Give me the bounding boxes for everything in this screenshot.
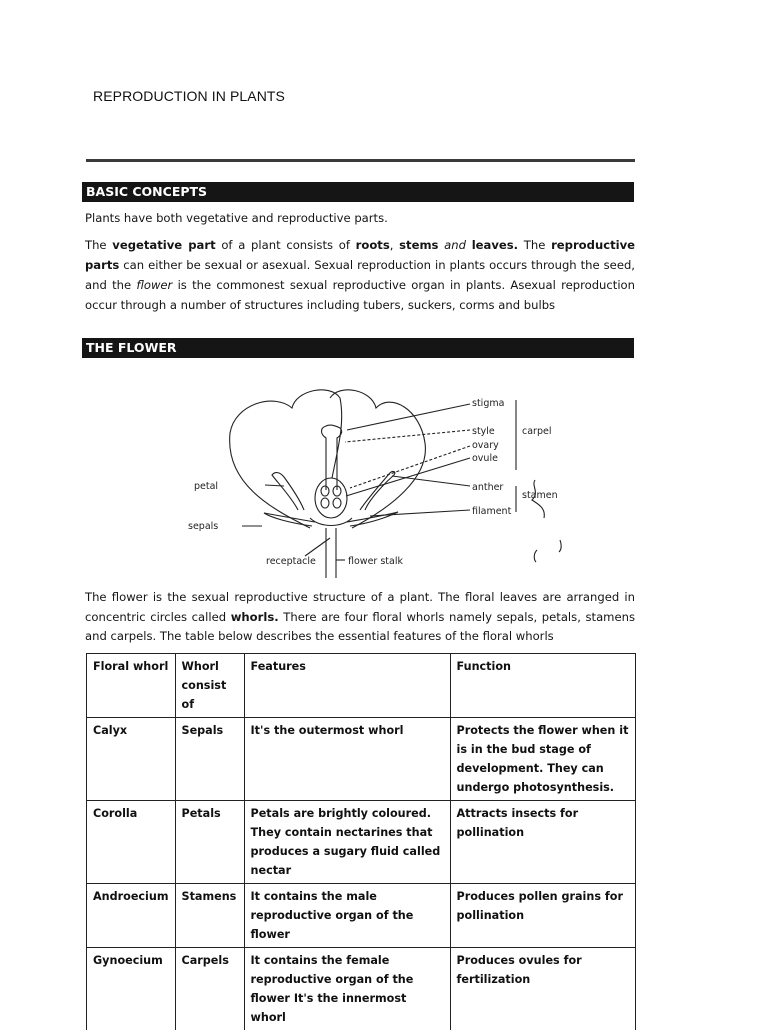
cell-function: Produces ovules for fertilization xyxy=(450,948,635,1030)
cell-features: Petals are brightly coloured. They contain nectarines that produces a sugary fluid called nectar xyxy=(244,801,450,884)
section-heading-basic-concepts: BASIC CONCEPTS xyxy=(82,182,634,202)
floral-whorls-table xyxy=(86,653,636,1030)
right-petal-outline xyxy=(330,390,425,528)
label-filament: filament xyxy=(472,506,512,517)
horizontal-rule xyxy=(86,159,635,162)
receptacle-shape xyxy=(310,518,352,526)
cell-whorl: Gynoecium xyxy=(87,948,176,1030)
page-title: REPRODUCTION IN PLANTS xyxy=(93,88,285,104)
cell-features: It's the outermost whorl xyxy=(244,718,450,801)
cell-consist: Carpels xyxy=(175,948,244,1030)
cell-whorl: Androecium xyxy=(87,884,176,948)
table-row xyxy=(87,718,636,801)
intro-paragraph: Plants have both vegetative and reproductive parts. xyxy=(85,211,635,225)
section-heading-the-flower: THE FLOWER xyxy=(82,338,634,358)
flower-stalk-shape xyxy=(326,528,336,578)
left-sepal xyxy=(264,513,315,526)
header-floral-whorl: Floral whorl xyxy=(87,654,176,718)
cell-features: It contains the female reproductive organ of the flower It's the innermost whorl xyxy=(244,948,450,1030)
header-features: Features xyxy=(244,654,450,718)
right-sepal xyxy=(347,512,398,526)
cell-function: Attracts insects for pollination xyxy=(450,801,635,884)
left-petal-outline xyxy=(230,390,342,528)
label-stigma: stigma xyxy=(472,398,504,409)
cell-function: Produces pollen grains for pollination xyxy=(450,884,635,948)
label-ovary: ovary xyxy=(472,440,499,451)
label-style: style xyxy=(472,426,495,437)
label-flower-stalk: flower stalk xyxy=(348,556,403,567)
cell-consist: Petals xyxy=(175,801,244,884)
cell-consist: Stamens xyxy=(175,884,244,948)
cell-function: Protects the flower when it is in the bud stage of development. They can undergo photosynthesis. xyxy=(450,718,635,801)
label-ovule: ovule xyxy=(472,453,498,464)
left-stamen xyxy=(272,473,304,510)
table-row xyxy=(87,884,636,948)
label-sepals: sepals xyxy=(188,521,218,532)
label-carpel: carpel xyxy=(522,426,551,437)
cell-features: It contains the male reproductive organ of the flower xyxy=(244,884,450,948)
cell-consist: Sepals xyxy=(175,718,244,801)
table-row xyxy=(87,801,636,884)
ovary-shape xyxy=(315,478,347,518)
header-function: Function xyxy=(450,654,635,718)
vegetative-paragraph: The vegetative part of a plant consists of roots, stems and leaves. The reproductive parts can either be sexual or asexual. Sexual reproduction in plants occurs through the seed, and the flower is the commonest sexual reproductive organ in plants. Asexual reproduction occur through a number of structures including tubers, suckers, corms and bulbs xyxy=(85,235,635,315)
table-row xyxy=(87,948,636,1030)
flower-diagram xyxy=(180,378,580,578)
label-petal: petal xyxy=(194,481,218,492)
label-receptacle: receptacle xyxy=(266,556,316,567)
cell-whorl: Calyx xyxy=(87,718,176,801)
cell-whorl: Corolla xyxy=(87,801,176,884)
header-consist-of: Whorl consist of xyxy=(175,654,244,718)
flower-paragraph: The flower is the sexual reproductive structure of a plant. The floral leaves are arranged in concentric circles called whorls. There are four floral whorls namely sepals, petals, stamens and carpels. The table below describes the essential features of the floral whorls xyxy=(85,588,635,647)
table-header-row xyxy=(87,654,636,718)
label-stamen: stamen xyxy=(522,490,558,501)
label-anther: anther xyxy=(472,482,503,493)
